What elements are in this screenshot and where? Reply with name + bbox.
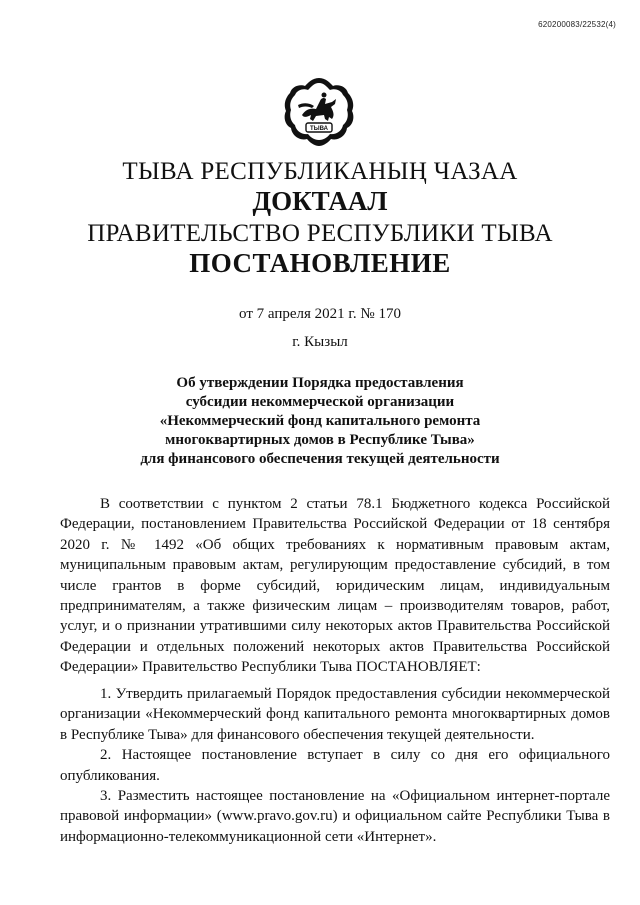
- title-line: субсидии некоммерческой организации: [185, 394, 455, 410]
- resolution-items: [60, 684, 610, 847]
- tyva-government-name: ТЫВА РЕСПУБЛИКАНЫҢ ЧАЗАА: [122, 158, 518, 185]
- preamble-section: [60, 494, 610, 678]
- document-city: г. Кызыл: [292, 334, 348, 350]
- title-line: «Некоммерческий фонд капитального ремонта: [159, 413, 481, 429]
- tuva-coat-of-arms-icon: [280, 75, 358, 147]
- document-date-number: от 7 апреля 2021 г. № 170: [239, 306, 401, 322]
- title-line: для финансового обеспечения текущей деятельности: [140, 451, 500, 467]
- document-registration-code: 620200083/22532(4): [538, 20, 616, 29]
- emblem-label: ТЫВА: [310, 126, 328, 132]
- russian-government-name: ПРАВИТЕЛЬСТВО РЕСПУБЛИКИ ТЫВА: [87, 220, 553, 247]
- preamble-paragraph: В соответствии с пунктом 2 статьи 78.1 Бюджетного кодекса Российской Федерации, постановлением Правительства Российской Федерации от 18 сентября 2020 г. № 1492 «Об общих требованиях к нормативным правовым актам, муниципальным правовым актам, регулирующим предоставление субсидий, в том числе грантов в форме субсидий, юридическим лицам, индивидуальным предпринимателям, а также физическим лицам – производителям товаров, работ, услуг, и о признании утратившими силу некоторых актов Правительства Российской Федерации и отдельных положений некоторых актов Правительства Российской Федерации» Правительство Республики Тыва ПОСТАНОВЛЯЕТ:: [60, 496, 610, 676]
- resolution-item-3: 3. Разместить настоящее постановление на «Официальном интернет-портале правовой информации» (www.pravo.gov.ru) и официальном сайте Республики Тыва в информационно-телекоммуникационной сети «Интернет».: [60, 788, 610, 845]
- title-line: Об утверждении Порядка предоставления: [176, 375, 464, 391]
- russian-document-type: ПОСТАНОВЛЕНИЕ: [189, 248, 451, 278]
- resolution-item-2: 2. Настоящее постановление вступает в силу со дня его официального опубликования.: [60, 747, 610, 784]
- resolution-item-1: 1. Утвердить прилагаемый Порядок предоставления субсидии некоммерческой организации «Некоммерческий фонд капитального ремонта многоквартирных домов в Республике Тыва» для финансового обеспечения текущей деятельности.: [60, 686, 610, 743]
- tyva-document-type: ДОКТААЛ: [252, 186, 388, 216]
- document-title: [100, 374, 540, 469]
- title-line: многоквартирных домов в Республике Тыва»: [165, 432, 475, 448]
